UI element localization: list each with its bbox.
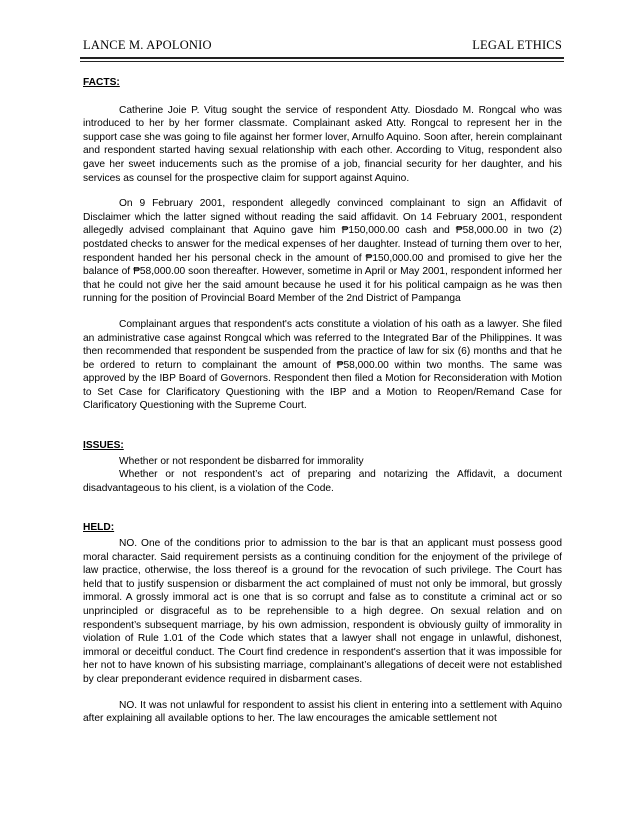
facts-paragraph-2: On 9 February 2001, respondent allegedly convinced complainant to sign an Affidavit of Disclaimer which the latter signed without reading the said affidavit. On 14 February 2001, respondent allegedly advised complainant that Aquino gave him ₱150,000.00 cash and ₱58,000.00 in two (2) postdated checks to answer for the medical expenses of her daughter. Instead of turning them over to her, respondent handed her his personal check in the amount of ₱150,000.00 and promised to give her the balance of ₱58,000.00 soon thereafter. However, sometime in April or May 2001, respondent informed her that he could not give her the said amount because he used it for his political campaign as he was then running for the position of Provincial Board Member of the 2nd District of Pampanga bbox=[83, 198, 562, 305]
document-body bbox=[83, 76, 562, 738]
facts-paragraph-3: Complainant argues that respondent's acts constitute a violation of his oath as a lawyer. She filed an administrative case against Rongcal which was referred to the Integrated Bar of the Philippines. It was then recommended that respondent be suspended from the practice of law for six (6) months and that he be ordered to return to complainant the amount of ₱58,000.00 within two months. The same was approved by the IBP Board of Governors. Respondent then filed a Motion for Reconsideration with Motion to Set Case for Clarificatory Questioning with the IBP and a Motion to Reopen/Remand Case for Clarificatory Questioning with the Supreme Court. bbox=[83, 318, 562, 412]
held-paragraph-1: NO. One of the conditions prior to admission to the bar is that an applicant must possess good moral character. Said requirement persists as a continuing condition for the enjoyment of the privilege of law practice, otherwise, the loss thereof is a ground for the revocation of such privilege. The Court has held that to justify suspension or disbarment the act complained of must not only be immoral, but grossly immoral. A grossly immoral act is one that is so corrupt and false as to constitute a criminal act or so unprincipled or disgraceful as to be reprehensible to a high degree. On sexual relation and on respondent’s subsequent marriage, by his own admission, respondent is obviously guilty of immorality in violation of Rule 1.01 of the Code which states that a lawyer shall not engage in unlawful, dishonest, immoral or deceitful conduct. The Court find credence in respondent's assertion that it was impossible for her not to have known of his subsisting marriage, complainant’s allegations of deceit were not established by clear preponderant evidence required in disbarment cases. bbox=[83, 538, 562, 685]
held-paragraph-2: NO. It was not unlawful for respondent to assist his client in entering into a settlement with Aquino after explaining all available options to her. The law encourages the amicable settlement not bbox=[83, 699, 562, 725]
issue-item-2: Whether or not respondent’s act of preparing and notarizing the Affidavit, a document disadvantageous to his client, is a violation of the Code. bbox=[83, 469, 562, 494]
facts-paragraph-1: Catherine Joie P. Vitug sought the service of respondent Atty. Diosdado M. Rongcal who was introduced to her by her former classmate. Complainant asked Atty. Rongcal to represent her in the support case she was going to file against her former lover, Arnulfo Aquino. Soon after, herein complainant and respondent started having sexual relationship with each other. According to Vitug, respondent also gave her sweet inducements such as the promise of a job, financial security for her daughter, and his services as counsel for the prospective claim for support against Aquino. bbox=[83, 104, 562, 184]
header-subject: LEGAL ETHICS bbox=[472, 38, 562, 52]
page-header bbox=[83, 38, 562, 53]
issues-heading: ISSUES: bbox=[83, 440, 124, 452]
held-heading: HELD: bbox=[83, 522, 115, 534]
header-rule-thick bbox=[80, 57, 564, 59]
header-rule-thin bbox=[80, 61, 564, 62]
header-author: LANCE M. APOLONIO bbox=[83, 38, 212, 52]
facts-heading: FACTS: bbox=[83, 77, 120, 88]
issue-item-1: Whether or not respondent be disbarred for immorality bbox=[119, 455, 364, 467]
